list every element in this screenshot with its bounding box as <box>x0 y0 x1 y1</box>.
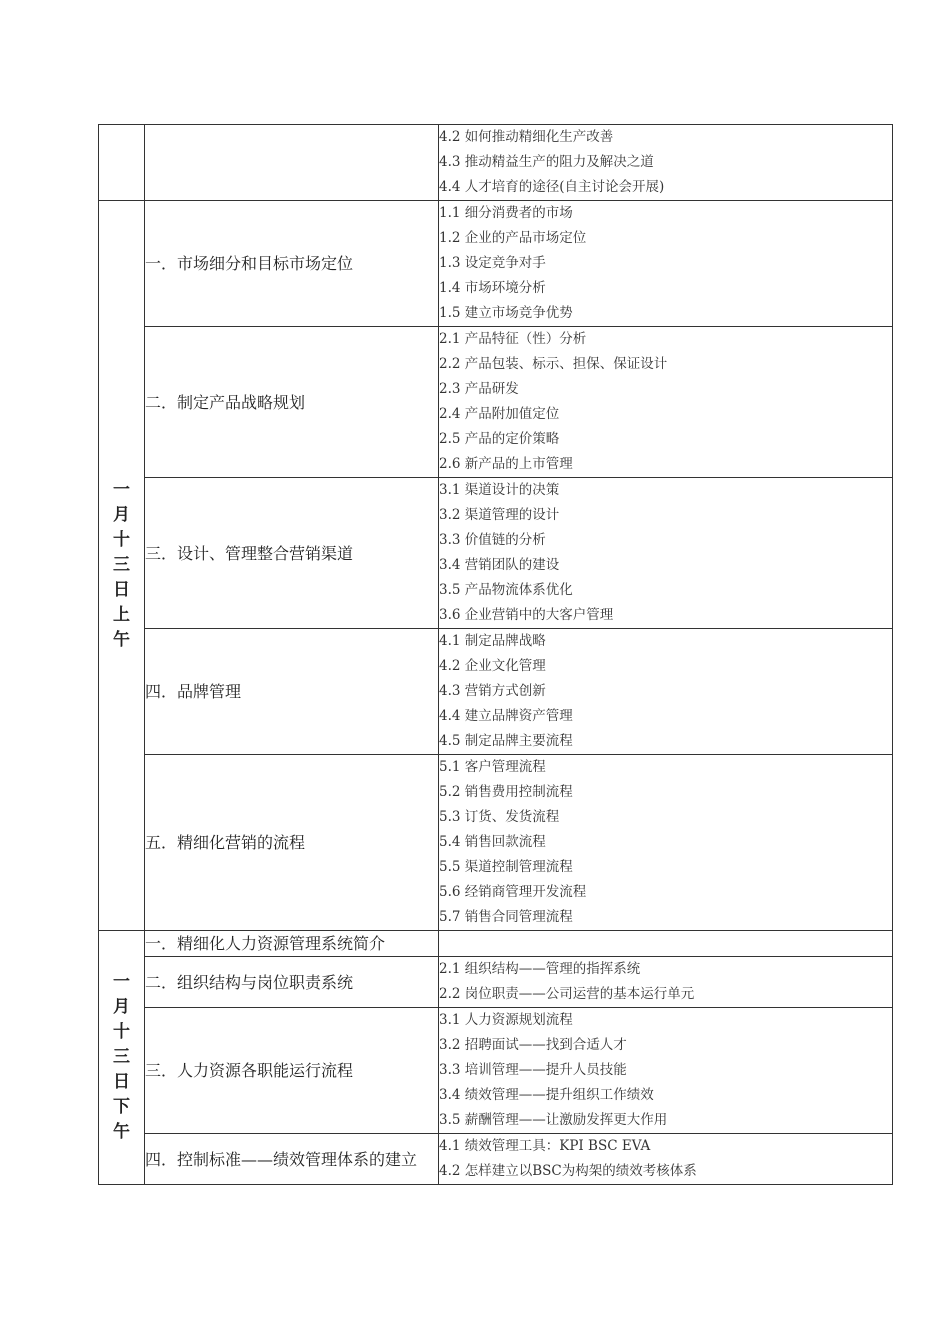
subtopic-item: 4.1 绩效管理工具：KPI BSC EVA <box>439 1138 651 1154</box>
topic-title: 三．设计、管理整合营销渠道 <box>145 478 439 629</box>
subtopic-item: 1.1 细分消费者的市场 <box>439 205 573 221</box>
subtopic-item: 5.2 销售费用控制流程 <box>439 784 573 800</box>
table-row <box>99 125 893 201</box>
subtopic-list <box>439 931 893 957</box>
subtopic-item: 5.3 订货、发货流程 <box>439 809 560 825</box>
table-row <box>99 1134 893 1185</box>
subtopic-item: 2.6 新产品的上市管理 <box>439 456 573 472</box>
subtopic-list <box>439 125 893 201</box>
subtopic-item: 2.1 组织结构——管理的指挥系统 <box>439 961 641 977</box>
schedule-table <box>98 124 893 1185</box>
table-row <box>99 957 893 1008</box>
subtopic-item: 3.2 渠道管理的设计 <box>439 507 560 523</box>
subtopic-list <box>439 1008 893 1134</box>
subtopic-item: 4.4 建立品牌资产管理 <box>439 708 573 724</box>
subtopic-item: 3.1 人力资源规划流程 <box>439 1012 573 1028</box>
subtopic-item: 2.1 产品特征（性）分析 <box>439 331 587 347</box>
topic-title: 五．精细化营销的流程 <box>145 755 439 931</box>
day-cell-afternoon <box>99 931 145 1185</box>
day-cell <box>99 125 145 201</box>
topic-title <box>145 125 439 201</box>
subtopic-item: 5.1 客户管理流程 <box>439 759 546 775</box>
subtopic-item: 4.1 制定品牌战略 <box>439 633 546 649</box>
table-row <box>99 931 893 957</box>
subtopic-list <box>439 201 893 327</box>
topic-title: 二．组织结构与岗位职责系统 <box>145 957 439 1008</box>
subtopic-item: 2.2 岗位职责——公司运营的基本运行单元 <box>439 986 695 1002</box>
subtopic-list <box>439 629 893 755</box>
schedule-body <box>99 125 893 1185</box>
table-row <box>99 478 893 629</box>
table-row <box>99 201 893 327</box>
subtopic-list <box>439 478 893 629</box>
table-row <box>99 755 893 931</box>
subtopic-list <box>439 327 893 478</box>
subtopic-list <box>439 1134 893 1185</box>
subtopic-list <box>439 957 893 1008</box>
subtopic-item: 1.5 建立市场竞争优势 <box>439 305 573 321</box>
topic-title: 四．控制标准——绩效管理体系的建立 <box>145 1134 439 1185</box>
subtopic-item: 2.4 产品附加值定位 <box>439 406 560 422</box>
topic-title: 一．市场细分和目标市场定位 <box>145 201 439 327</box>
table-row <box>99 327 893 478</box>
topic-title: 四．品牌管理 <box>145 629 439 755</box>
subtopic-item: 2.3 产品研发 <box>439 381 519 397</box>
subtopic-item: 4.5 制定品牌主要流程 <box>439 733 573 749</box>
subtopic-item: 3.5 产品物流体系优化 <box>439 582 573 598</box>
topic-title: 二．制定产品战略规划 <box>145 327 439 478</box>
subtopic-item: 3.4 营销团队的建设 <box>439 557 560 573</box>
subtopic-item: 1.4 市场环境分析 <box>439 280 546 296</box>
day-label: 一月十三日上午 <box>112 480 130 650</box>
subtopic-item: 3.4 绩效管理——提升组织工作绩效 <box>439 1087 654 1103</box>
day-cell-morning <box>99 201 145 931</box>
subtopic-item: 5.6 经销商管理开发流程 <box>439 884 587 900</box>
subtopic-item: 5.5 渠道控制管理流程 <box>439 859 573 875</box>
subtopic-item: 4.4 人才培育的途径(自主讨论会开展) <box>439 179 665 195</box>
subtopic-item: 3.3 培训管理——提升人员技能 <box>439 1062 627 1078</box>
subtopic-item: 3.3 价值链的分析 <box>439 532 546 548</box>
table-row <box>99 629 893 755</box>
subtopic-item: 4.2 企业文化管理 <box>439 658 546 674</box>
topic-title: 三．人力资源各职能运行流程 <box>145 1008 439 1134</box>
subtopic-item: 2.2 产品包装、标示、担保、保证设计 <box>439 356 668 372</box>
subtopic-item: 5.7 销售合同管理流程 <box>439 909 573 925</box>
subtopic-item: 4.2 怎样建立以BSC为构架的绩效考核体系 <box>439 1163 697 1179</box>
table-row <box>99 1008 893 1134</box>
subtopic-list <box>439 755 893 931</box>
subtopic-item: 3.5 薪酬管理——让激励发挥更大作用 <box>439 1112 668 1128</box>
subtopic-item: 1.2 企业的产品市场定位 <box>439 230 587 246</box>
subtopic-item: 3.2 招聘面试——找到合适人才 <box>439 1037 627 1053</box>
subtopic-item: 5.4 销售回款流程 <box>439 834 546 850</box>
subtopic-item: 3.1 渠道设计的决策 <box>439 482 560 498</box>
subtopic-item: 1.3 设定竞争对手 <box>439 255 546 271</box>
subtopic-item: 2.5 产品的定价策略 <box>439 431 560 447</box>
subtopic-item: 3.6 企业营销中的大客户管理 <box>439 607 614 623</box>
day-label: 一月十三日下午 <box>112 972 130 1142</box>
topic-title: 一．精细化人力资源管理系统简介 <box>145 931 439 957</box>
subtopic-item: 4.2 如何推动精细化生产改善 <box>439 129 614 145</box>
subtopic-item: 4.3 营销方式创新 <box>439 683 546 699</box>
subtopic-item: 4.3 推动精益生产的阻力及解决之道 <box>439 154 654 170</box>
